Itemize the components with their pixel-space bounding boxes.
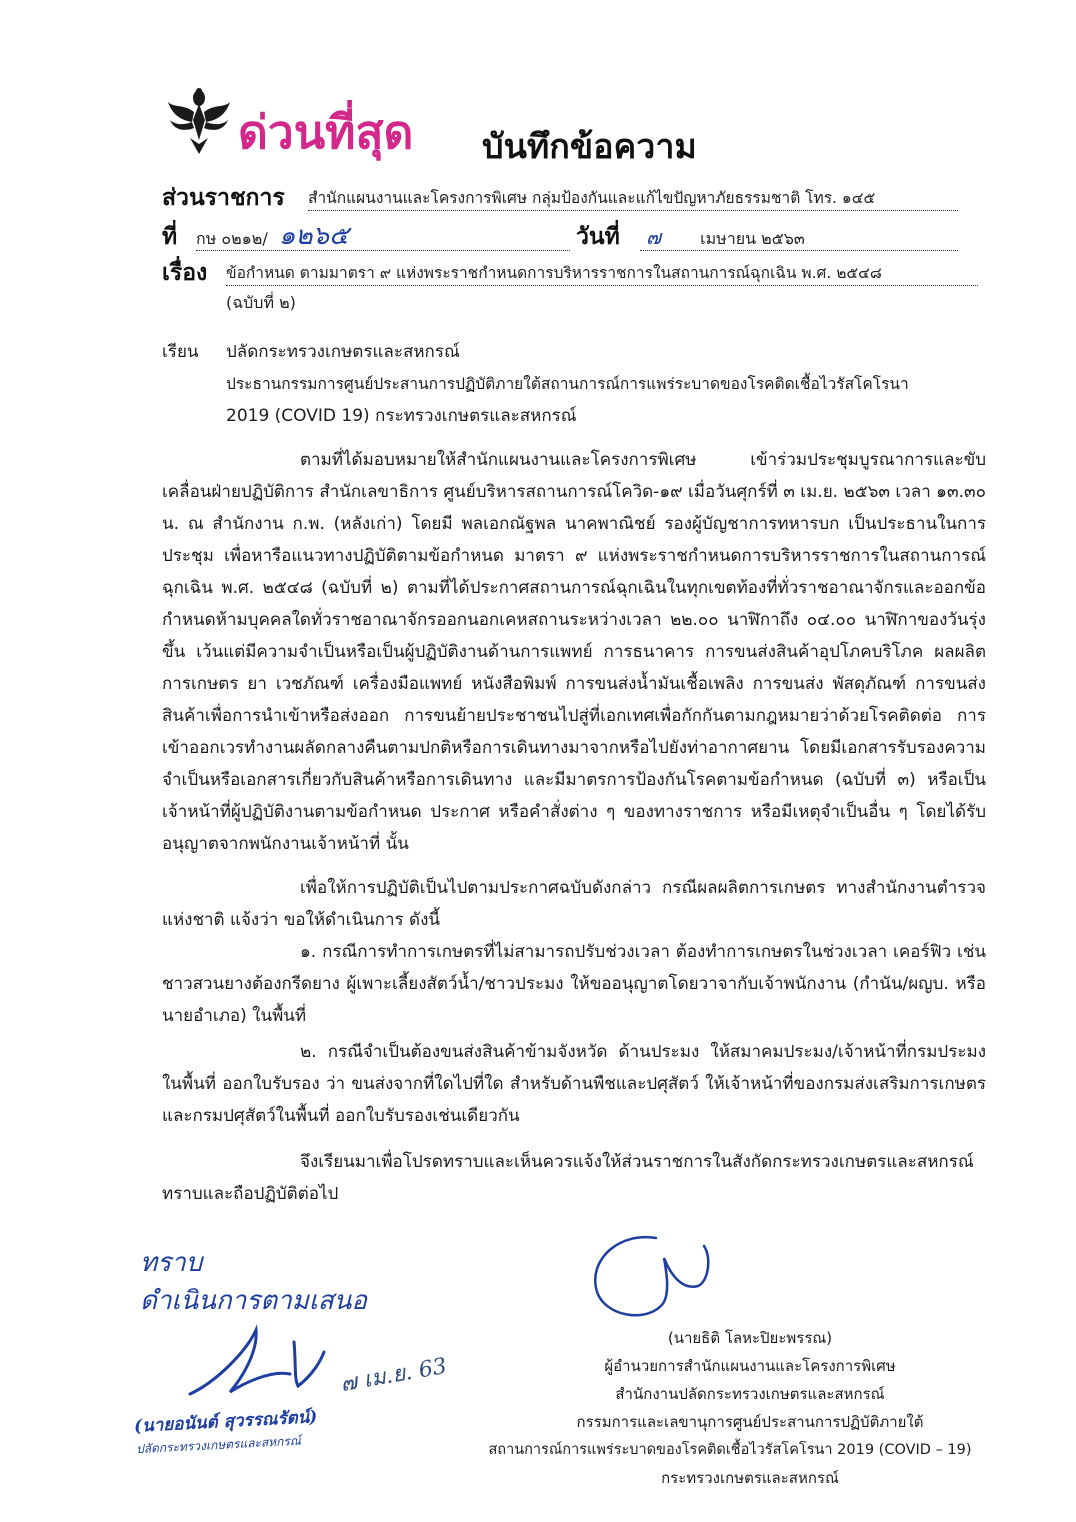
agency-value: สำนักแผนงานและโครงการพิเศษ กลุ่มป้องกันและแก้ไขปัญหาภัยธรรมชาติ โทร. ๑๔๕ bbox=[308, 186, 958, 211]
body-paragraph-3: ๑. กรณีการทำการเกษตรที่ไม่สามารถปรับช่วงเวลา ต้องทำการเกษตรในช่วงเวลา เคอร์ฟิว เช่น ชาวสวนยางต้องกรีดยาง ผู้เพาะเลี้ยงสัตว์น้ำ/ชาวประมง ให้ขออนุญาตโดยวาจากับเจ้าพนักงาน (กำนัน/ผญบ. หรือ นายอำเภอ) ในพื้นที่ bbox=[162, 942, 986, 1026]
director-title-2: สำนักงานปลัดกระทรวงเกษตรและสหกรณ์ bbox=[615, 1385, 885, 1403]
date-month-year: เมษายน ๒๕๖๓ bbox=[700, 229, 805, 248]
approval-date-note: ๗ เม.ย. 63 bbox=[338, 1353, 449, 1398]
approver-signature-icon bbox=[186, 1322, 356, 1402]
approval-acknowledged: ทราบ bbox=[140, 1248, 203, 1278]
director-title-4: สถานการณ์การแพร่ระบาดของโรคติดเชื้อไวรัสโคโรนา 2019 (COVID – 19) bbox=[488, 1442, 972, 1458]
agency-label: ส่วนราชการ bbox=[162, 185, 285, 211]
subject-continuation: (ฉบับที่ ๒) bbox=[226, 293, 296, 312]
date-field bbox=[640, 224, 958, 251]
salutation-line-2: ประธานกรรมการศูนย์ประสานการปฏิบัติภายใต้สถานการณ์การแพร่ระบาดของโรคติดเชื้อไวรัสโคโรนา bbox=[226, 375, 909, 393]
body-paragraph-5: จึงเรียนมาเพื่อโปรดทราบและเห็นควรแจ้งให้ส่วนราชการในสังกัดกระทรวงเกษตรและสหกรณ์ทราบและถือปฏิบัติต่อไป bbox=[162, 1152, 974, 1204]
ref-field bbox=[196, 221, 570, 251]
approver-position: ปลัดกระทรวงเกษตรและสหกรณ์ bbox=[135, 1433, 302, 1457]
date-day: ๗ bbox=[646, 225, 662, 249]
body-paragraph-2: เพื่อให้การปฏิบัติเป็นไปตามประกาศฉบับดังกล่าว กรณีผลผลิตการเกษตร ทางสำนักงานตำรวจแห่งชาติ แจ้งว่า ขอให้ดำเนินการ ดังนี้ bbox=[162, 878, 986, 930]
director-name: (นายธิติ โลหะปิยะพรรณ) bbox=[667, 1329, 833, 1347]
approval-proceed: ดำเนินการตามเสนอ bbox=[140, 1286, 367, 1316]
director-signature-icon bbox=[580, 1228, 760, 1328]
ref-label: ที่ bbox=[162, 224, 178, 250]
salutation-label: เรียน bbox=[162, 342, 199, 362]
salutation-line-3: 2019 (COVID 19) กระทรวงเกษตรและสหกรณ์ bbox=[226, 406, 577, 426]
date-label: วันที่ bbox=[576, 224, 620, 250]
ref-handwritten-number: ๑๒๖๕ bbox=[278, 221, 349, 251]
garuda-emblem-icon bbox=[166, 86, 232, 156]
urgent-stamp: ด่วนที่สุด bbox=[238, 105, 414, 159]
salutation-line-1: ปลัดกระทรวงเกษตรและสหกรณ์ bbox=[226, 342, 460, 362]
subject-value: ข้อกำหนด ตามมาตรา ๙ แห่งพระราชกำหนดการบริหารราชการในสถานการณ์ฉุกเฉิน พ.ศ. ๒๕๔๘ bbox=[226, 261, 978, 286]
ref-value: กษ ๐๒๑๒/ bbox=[196, 229, 268, 248]
director-title-3: กรรมการและเลขานุการศูนย์ประสานการปฏิบัติภายใต้ bbox=[576, 1413, 924, 1431]
body-paragraph-4: ๒. กรณีจำเป็นต้องขนส่งสินค้าข้ามจังหวัด ด้านประมง ให้สมาคมประมง/เจ้าหน้าที่กรมประมงในพื้นที่ ออกใบรับรอง ว่า ขนส่งจากที่ใดไปที่ใด สำหรับด้านพืชและปศุสัตว์ ให้เจ้าหน้าที่ของกรมส่งเสริมการเกษตรและกรมปศุสัตว์ในพื้นที่ ออกใบรับรองเช่นเดียวกัน bbox=[162, 1042, 986, 1126]
page-title: บันทึกข้อความ bbox=[482, 127, 697, 167]
director-title-1: ผู้อำนวยการสำนักแผนงานและโครงการพิเศษ bbox=[604, 1357, 896, 1375]
body-paragraph-1: ตามที่ได้มอบหมายให้สำนักแผนงานและโครงการพิเศษ เข้าร่วมประชุมบูรณาการและขับเคลื่อนฝ่ายปฏิบัติการ สำนักเลขาธิการ ศูนย์บริหารสถานการณ์โควิด-๑๙ เมื่อวันศุกร์ที่ ๓ เม.ย. ๒๕๖๓ เวลา ๑๓.๓๐ น. ณ สำนักงาน ก.พ. (หลังเก่า) โดยมี พลเอกณัฐพล นาคพาณิชย์ รองผู้บัญชาการทหารบก เป็นประธานในการประชุม เพื่อหารือแนวทางปฏิบัติตามข้อกำหนด มาตรา ๙ แห่งพระราชกำหนดการบริหารราชการในสถานการณ์ฉุกเฉิน พ.ศ. ๒๕๔๘ (ฉบับที่ ๒) ตามที่ได้ประกาศสถานการณ์ฉุกเฉินในทุกเขตท้องที่ทั่วราชอาณาจักรและออกข้อกำหนดห้ามบุคคลใดทั่วราชอาณาจักรออกนอกเคหสถานระหว่างเวลา ๒๒.๐๐ นาฬิกาถึง ๐๔.๐๐ นาฬิกาของวันรุ่งขึ้น เว้นแต่มีความจำเป็นหรือเป็นผู้ปฏิบัติงานด้านการแพทย์ การธนาคาร การขนส่งสินค้าอุปโภคบริโภค ผลผลิตการเกษตร ยา เวชภัณฑ์ เครื่องมือแพทย์ หนังสือพิมพ์ การขนส่งน้ำมันเชื้อเพลิง การขนส่ง พัสดุภัณฑ์ การขนส่งสินค้าเพื่อการนำเข้าหรือส่งออก การขนย้ายประชาชนไปสู่ที่เอกเทศเพื่อกักกันตามกฎหมายว่าด้วยโรคติดต่อ การเข้าออกเวรทำงานผลัดกลางคืนตามปกติหรือการเดินทางมาจากหรือไปยังท่าอากาศยาน โดยมีเอกสารรับรองความจำเป็นหรือเอกสารเกี่ยวกับสินค้าหรือการเดินทาง และมีมาตรการป้องกันโรคตามข้อกำหนด (ฉบับที่ ๓) หรือเป็นเจ้าหน้าที่ผู้ปฏิบัติงานตามข้อกำหนด ประกาศ หรือคำสั่งต่าง ๆ ของทางราชการ หรือมีเหตุจำเป็นอื่น ๆ โดยได้รับอนุญาตจากพนักงานเจ้าหน้าที่ นั้น bbox=[162, 450, 986, 854]
subject-label: เรื่อง bbox=[162, 260, 208, 286]
director-title-5: กระทรวงเกษตรและสหกรณ์ bbox=[661, 1469, 839, 1487]
approver-name: (นายอนันต์ สุวรรณรัตน์) bbox=[133, 1407, 318, 1437]
